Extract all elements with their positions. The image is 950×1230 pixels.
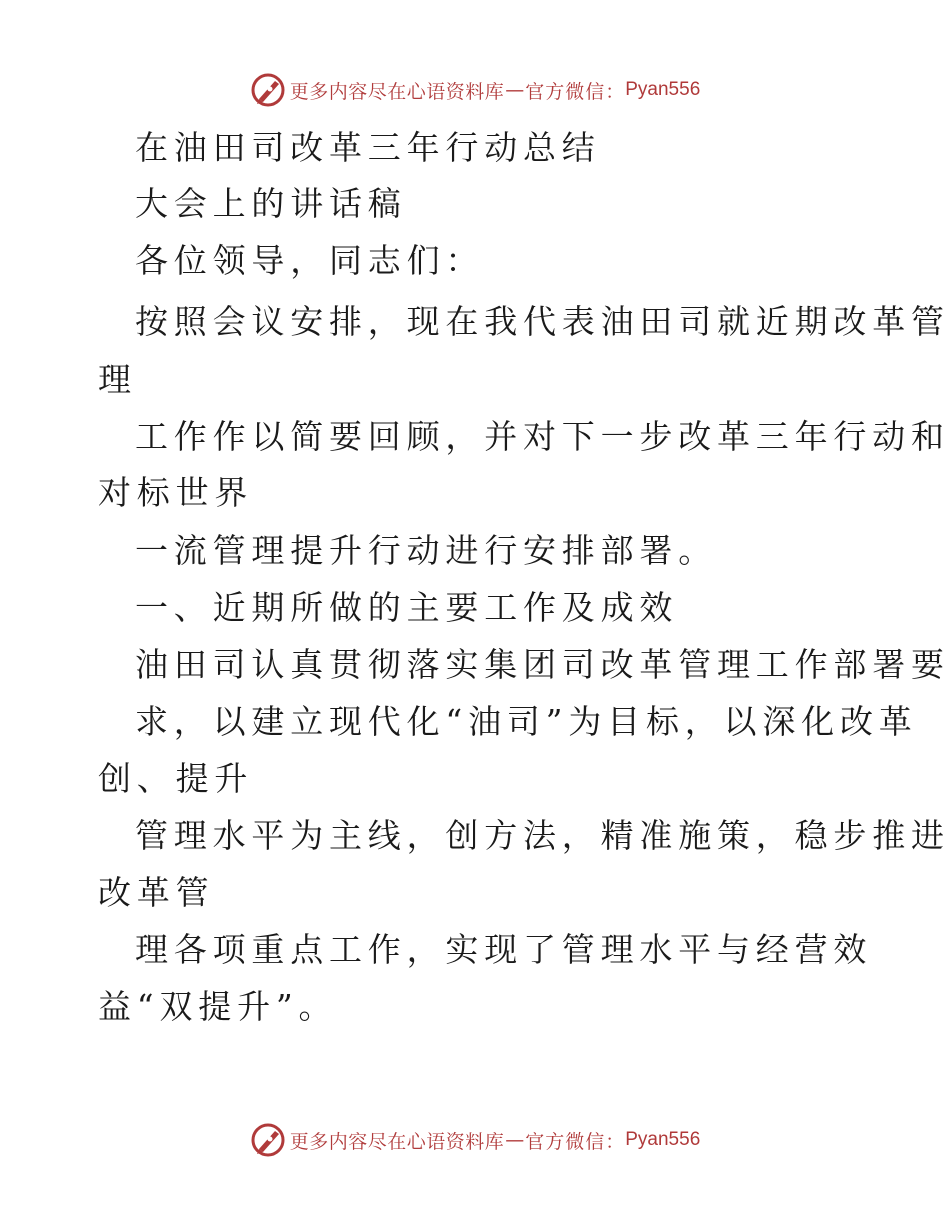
- doc-section-heading: 一、近期所做的主要工作及成效: [135, 588, 679, 627]
- watermark-ad-text: 更多内容尽在心语资料库: [289, 1130, 505, 1153]
- doc-text-line: 理: [98, 360, 137, 399]
- watermark-footer: [0, 1120, 950, 1160]
- watermark-dash: —: [505, 1129, 525, 1151]
- doc-text-line: 管理水平为主线，创方法，精准施策，稳步推进: [135, 816, 950, 855]
- doc-text-line: 益“双提升”。: [98, 987, 338, 1026]
- doc-text-line: 油田司认真贯彻落实集团司改革管理工作部署要: [135, 645, 950, 684]
- doc-text-line: 一流管理提升行动进行安排部署。: [135, 531, 717, 570]
- watermark-dash: —: [505, 79, 525, 101]
- watermark-ad-text: 更多内容尽在心语资料库: [289, 80, 505, 103]
- pen-logo-icon: [250, 1122, 286, 1158]
- doc-salutation: 各位领导，同志们：: [135, 241, 485, 280]
- doc-title-line-2: 大会上的讲话稿: [135, 184, 407, 223]
- doc-text-line: 对标世界: [98, 473, 254, 512]
- watermark-wechat-id: Pyan556: [625, 79, 701, 100]
- doc-text-line: 改革管: [98, 873, 215, 912]
- doc-text-line: 求，以建立现代化“油司”为目标，以深化改革: [135, 702, 918, 741]
- watermark-wechat-label: 官方微信：: [525, 80, 626, 103]
- watermark-wechat-id: Pyan556: [625, 1129, 701, 1150]
- pen-logo-icon: [250, 72, 286, 108]
- watermark-header: [0, 70, 950, 110]
- doc-text-line: 按照会议安排，现在我代表油田司就近期改革管: [135, 302, 950, 341]
- doc-text-line: 理各项重点工作，实现了管理水平与经营效: [135, 930, 873, 969]
- doc-text-line: 工作作以简要回顾，并对下一步改革三年行动和: [135, 417, 950, 456]
- watermark-wechat-label: 官方微信：: [525, 1130, 626, 1153]
- doc-title-line-1: 在油田司改革三年行动总结: [135, 128, 601, 167]
- doc-text-line: 创、提升: [98, 759, 254, 798]
